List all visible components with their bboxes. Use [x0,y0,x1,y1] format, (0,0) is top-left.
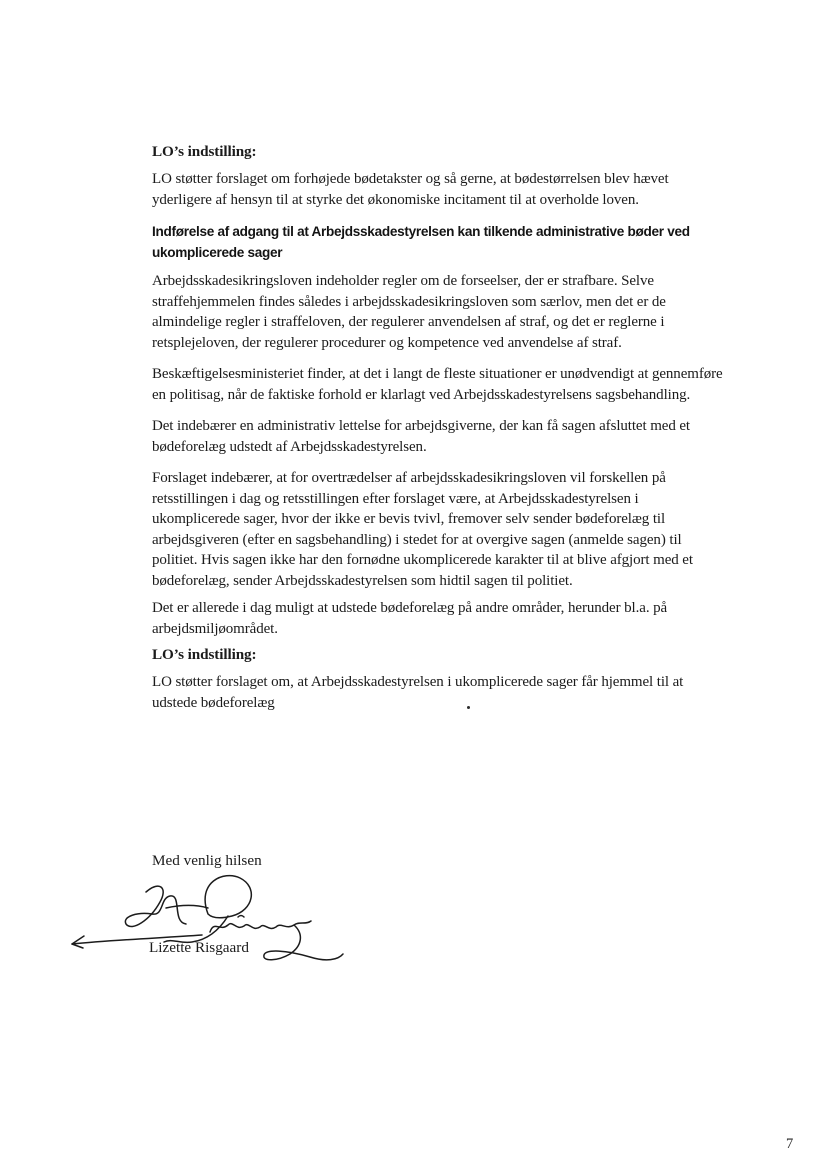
signature-stroke-crossbar [166,905,208,908]
paragraph-law-rules: Arbejdsskadesikringsloven indeholder regler om de forseelser, der er strafbare. Selve straffehjemmelen findes således i arbejdsskadesikringsloven som særlov, men det er de almindelige regler i straffeloven, der regulerer anvendelsen af straf, og det er reglerne i retsplejeloven, der regulerer procedurer og kompetence ved anvendelse af straf. [152,273,666,351]
paragraph-support-fines: LO støtter forslaget om forhøjede bødetakster og så gerne, at bødestørrelsen blev hævet yderligere af hensyn til at styrke det økonomiske incitament til at overholde loven. [152,171,669,208]
paragraph-proposal-difference: Forslaget indebærer, at for overtrædelser af arbejdsskadesikringsloven vil forskellen på retsstillingen i dag og retsstillingen efter forslaget være, at Arbejdsskadestyrelsen i ukomplicerede sager, hvor der ikke er bevis tvivl, fremover selv sender bødeforelæg til arbejdsgiveren (efter en sagsbehandling) i stedet for at overgive sagen (anmelde sagen) til politiet. Hvis sagen ikke har den fornødne ukomplicerede karakter til at blive afgjort med et bødeforelæg, sender Arbejdsskadestyrelsen som hidtil sagen til politiet. [152,470,693,589]
closing-salutation: Med venlig hilsen [152,852,262,869]
paragraph-support-hjemmel: LO støtter forslaget om, at Arbejdsskadestyrelsen i ukomplicerede sager får hjemmel til at udstede bødeforelæg [152,674,684,711]
signature-stroke-breve [238,916,244,918]
paragraph-existing-areas: Det er allerede i dag muligt at udstede bødeforelæg på andre områder, herunder bl.a. på arbejdsmiljøområdet. [152,600,668,637]
paragraph-administrative-relief: Det indebærer en administrativ lettelse for arbejdsgiverne, der kan få sagen afsluttet med et bødeforelæg udstedt af Arbejdsskadestyrelsen. [152,418,690,455]
signature-stroke-tail-loop [264,925,343,960]
paragraph-ministry-finding: Beskæftigelsesministeriet finder, at det i langt de fleste situationer er unødvendigt at gennemføre en politisag, når de faktiske forhold er klarlagt ved Arbejdsskadestyrelsens sagsbehandling. [152,366,723,403]
lo-recommendation-heading-1: LO’s indstilling: [152,143,257,160]
lo-recommendation-heading-2: LO’s indstilling: [152,646,257,663]
letter-body [152,141,724,724]
scan-artifact-dot [467,706,470,709]
signature-stroke-underline-arrow [72,936,84,948]
page-number: 7 [786,1136,794,1152]
signatory-name: Lizette Risgaard [149,939,249,956]
signature-stroke-loop [205,876,251,918]
section-heading-administrative-fines: Indførelse af adgang til at Arbejdsskadestyrelsen kan tilkende administrative bøder ved ukomplicerede sager [152,224,690,260]
